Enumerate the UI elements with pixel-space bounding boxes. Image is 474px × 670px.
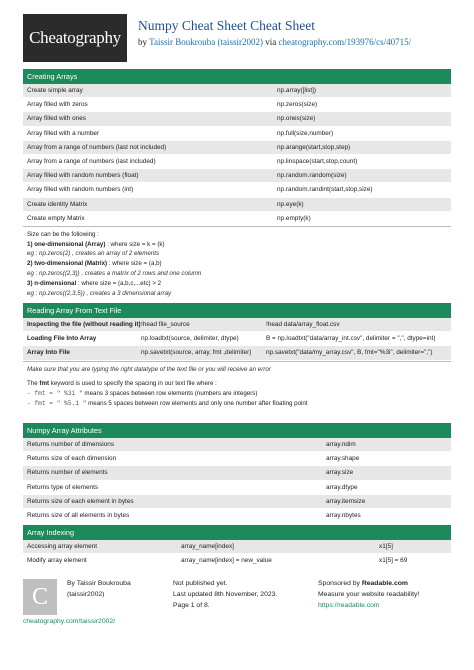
section-heading: Reading Array From Text File — [23, 303, 451, 318]
section-heading: Array Indexing — [23, 525, 451, 540]
note-line: - fmt = " %5.1 " means 5 spaces between row elements and only one number after floating point — [27, 399, 308, 407]
table-cell: Returns number of dimensions — [27, 441, 115, 448]
table-row — [23, 540, 451, 554]
reading-note — [23, 361, 451, 411]
table-row — [23, 169, 451, 183]
table-row — [23, 346, 451, 360]
table-cell: array.dtype — [326, 483, 358, 491]
table-cell: np.savetxt("data/my_array.csv", B, fmt="%3i", delimiter=",") — [266, 349, 433, 357]
table-cell: array.size — [326, 469, 354, 477]
section-heading: Numpy Array Attributes — [23, 423, 451, 438]
table-cell: Array from a range of numbers (last not included) — [27, 143, 167, 151]
page-number: Page 1 of 8. — [173, 602, 210, 609]
note-example: eg : np.zeros(2) , creates an array of 2 elements — [27, 250, 160, 258]
author-avatar[interactable]: C — [23, 579, 57, 615]
table-cell: np.savetxt(source, array, fmt ,delimiter) — [141, 349, 252, 357]
table-cell: np.eye(k) — [277, 200, 304, 208]
table-cell: array.shape — [326, 455, 360, 463]
section-creating-arrays — [23, 69, 451, 300]
sponsor-name[interactable]: Readable.com — [361, 580, 408, 587]
size-note — [23, 226, 451, 301]
table-cell: Array Into File — [27, 349, 70, 357]
table-cell: Returns size of all elements in bytes — [27, 511, 130, 519]
table-cell: Accessing array element — [27, 543, 97, 550]
table-cell: array.nbytes — [326, 511, 361, 519]
table-cell: array.itemsize — [326, 497, 366, 505]
note-example: eg : np.zeros((2,3)) , creates a matrix of 2 rows and one column — [27, 270, 202, 278]
table-cell: array_name[index] = new_value — [181, 557, 272, 565]
table-cell: np.ones(size) — [277, 115, 316, 123]
table-cell: !head file_source — [141, 321, 190, 328]
footer-sponsor — [318, 578, 419, 611]
author-link[interactable]: Taissir Boukrouba (taissir2002) — [149, 37, 263, 47]
table-row — [23, 318, 451, 332]
header — [23, 14, 453, 62]
table-row — [23, 141, 451, 155]
table-row — [23, 183, 451, 197]
table-row — [23, 112, 451, 126]
table-row — [23, 452, 451, 466]
table-cell: Modify array element — [27, 557, 87, 565]
table-row — [23, 495, 451, 509]
table-cell: np.linspace(start,stop,count) — [277, 157, 358, 165]
footer-meta — [173, 578, 277, 611]
section-array-attributes — [23, 423, 451, 523]
table-cell: np.arange(start,stop,step) — [277, 143, 351, 151]
table-cell: Create simple array — [27, 87, 83, 94]
title-block — [138, 18, 458, 47]
table-cell: Array filled with ones — [27, 115, 86, 123]
table-cell: Returns size of each dimension — [27, 455, 117, 463]
table-row — [23, 212, 451, 226]
table-cell: Create identity Matrix — [27, 200, 88, 208]
table-row — [23, 127, 451, 141]
note-line: The fmt keyword is used to specify the spacing in our text file where : — [27, 380, 217, 388]
table-cell: np.random.randint(start,stop,size) — [277, 186, 373, 194]
note-line: - fmt = " %3i " means 3 spaces between row elements (numbers are integers) — [27, 390, 258, 398]
footer — [23, 576, 453, 646]
table-cell: Array filled with random numbers (int) — [27, 186, 134, 194]
sponsor-tagline: Measure your website readability! — [318, 591, 420, 598]
publish-status: Not published yet. — [173, 580, 228, 587]
footer-author — [67, 578, 131, 600]
table-row — [23, 98, 451, 112]
table-cell: Array filled with zeros — [27, 101, 88, 109]
table-cell: Returns size of each element in bytes — [27, 497, 134, 505]
byline — [138, 37, 458, 47]
footer-author-name[interactable]: By Taissir Boukrouba — [67, 580, 131, 587]
table-cell: array_name[index] — [181, 543, 234, 550]
table-cell: Array from a range of numbers (last included) — [27, 157, 156, 165]
sheet-url-link[interactable]: cheatography.com/193976/cs/40715/ — [278, 37, 412, 47]
table-cell: np.empty(k) — [277, 214, 311, 222]
table-cell: !head data/array_float.csv — [266, 321, 340, 328]
page-title: Numpy Cheat Sheet Cheat Sheet — [138, 18, 315, 33]
note-line: 2) two-dimensional (Matrix) : where size = (a,b) — [27, 260, 162, 268]
section-array-indexing — [23, 525, 451, 568]
byline-via: via — [265, 37, 277, 47]
table-cell: x1[5] — [379, 543, 393, 550]
last-updated: Last updated 8th November, 2023. — [173, 591, 278, 598]
byline-prefix: by — [138, 37, 147, 47]
table-cell: array.ndim — [326, 441, 356, 448]
table-cell: np.loadtxt(source, delimiter, dtype) — [141, 335, 239, 343]
table-cell: Returns number of elements — [27, 469, 108, 477]
table-cell: Loading File Into Array — [27, 335, 97, 343]
sponsor-line: Sponsored by Readable.com — [318, 580, 408, 587]
footer-author-handle: (taissir2002) — [67, 591, 105, 598]
author-profile-link[interactable]: cheatography.com/taissir2002/ — [23, 618, 116, 625]
table-row — [23, 466, 451, 480]
table-cell: B = np.loadtxt("data/array_int.csv", delimiter = ",", dtype=int) — [266, 335, 436, 343]
note-line: 1) one-dimensional (Array) : where size = k = (k) — [27, 240, 165, 248]
note-line: Size can be the following : — [27, 230, 99, 238]
table-cell: x1[5] = 69 — [379, 557, 408, 565]
table-cell: np.random.random(size) — [277, 172, 347, 180]
table-row — [23, 84, 451, 98]
table-row — [23, 509, 451, 523]
table-cell: np.zeros(size) — [277, 101, 318, 109]
table-cell: Returns type of elements — [27, 483, 99, 491]
table-cell: np.array([list]) — [277, 87, 317, 94]
section-reading-text-file — [23, 303, 451, 411]
table-row — [23, 332, 451, 346]
note-line: 3) n-dimensional : where size = (a,b,c,...etc) > 2 — [27, 279, 162, 287]
note-warning: Make sure that you are typing the right datatype of the text file or you will receive an error — [27, 365, 271, 373]
table-cell: Create empty Matrix — [27, 214, 85, 222]
note-example: eg : np.zeros((2,3,5)) , creates a 3 dimensional array — [27, 289, 172, 297]
table-row — [23, 554, 451, 568]
table-cell: np.full(size,number) — [277, 129, 334, 137]
table-cell: Array filled with random numbers (float) — [27, 172, 139, 180]
table-row — [23, 198, 451, 212]
table-cell: Inspecting the file (without reading it) — [27, 321, 141, 328]
table-row — [23, 155, 451, 169]
table-row — [23, 481, 451, 495]
cheatography-logo[interactable]: Cheatography — [23, 14, 127, 62]
section-heading: Creating Arrays — [23, 69, 451, 84]
table-cell: Array filled with a number — [27, 129, 100, 137]
table-row — [23, 438, 451, 452]
sponsor-link[interactable]: https://readable.com — [318, 602, 380, 609]
